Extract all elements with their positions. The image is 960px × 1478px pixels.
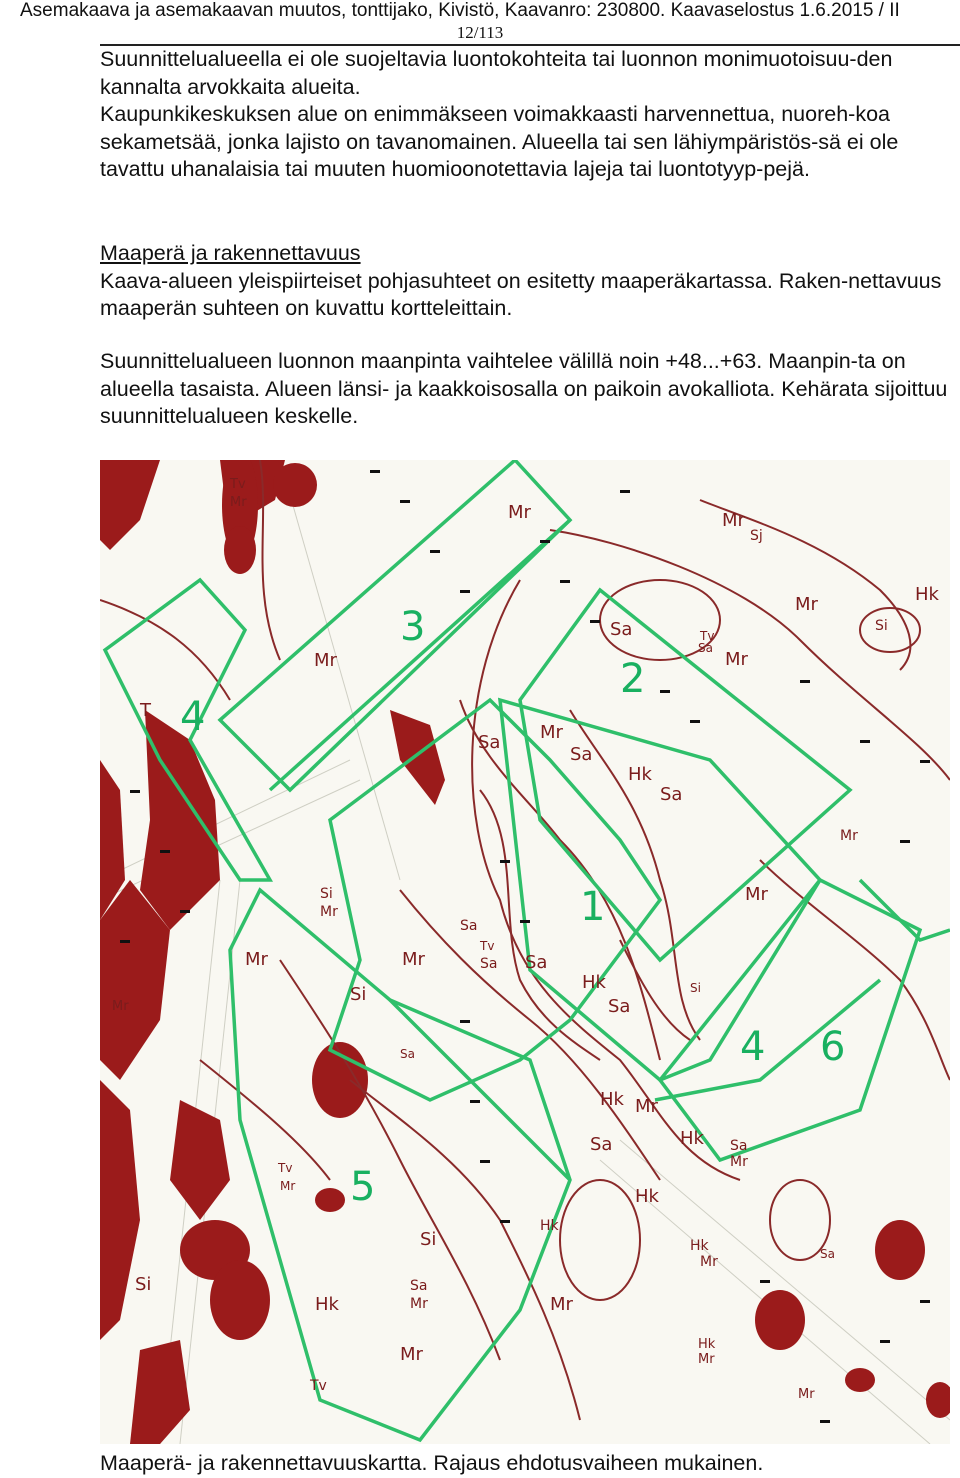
soil-label: Hk <box>915 584 939 605</box>
soil-label: Mr <box>635 1096 658 1117</box>
soil-label: Sa <box>590 1134 613 1155</box>
area-number-1: 1 <box>580 884 606 930</box>
soil-label: Mr <box>840 828 858 844</box>
soil-label: Mr <box>725 649 748 670</box>
paragraph-terrain: Suunnittelualueen luonnon maanpinta vaihtelee välillä noin +48...+63. Maanpin-ta on alueella tasaista. Alueen länsi- ja kaakkoisosalla on paikoin avokalliota. Kehärata sijoittuu suunnittelualueen keskelle. <box>100 349 948 428</box>
soil-label: Sa <box>698 641 713 655</box>
soil-label: Si <box>350 984 367 1005</box>
soil-label: Sa <box>480 956 498 972</box>
soil-map-drawing <box>100 460 950 1444</box>
soil-label: Tv <box>700 629 715 643</box>
soil-label: Sa <box>570 744 593 765</box>
soil-label: Sj <box>750 528 763 544</box>
soil-label: Tv <box>310 1378 327 1394</box>
soil-label: Mr <box>798 1387 815 1402</box>
area-number-4-west: 4 <box>180 694 206 740</box>
soil-label: Si <box>135 1274 152 1295</box>
section-heading[interactable]: Maaperä ja rakennettavuus <box>100 241 361 265</box>
soil-label: Mr <box>400 1344 423 1365</box>
soil-label: T <box>140 700 151 721</box>
soil-label: Mr <box>508 502 531 523</box>
page-header <box>0 0 960 46</box>
soil-label: Si <box>320 886 333 902</box>
soil-label: Hk <box>698 1337 716 1352</box>
section-text: Kaava-alueen yleispiirteiset pohjasuhteet on esitetty maaperäkartassa. Raken-nettavuus maaperän suhteen on kuvattu kortteleittain. <box>100 268 942 320</box>
soil-label: Sa <box>610 619 633 640</box>
soil-label: Hk <box>628 764 652 785</box>
area-number-6: 6 <box>820 1024 846 1070</box>
soil-label: Mr <box>550 1294 573 1315</box>
soil-label: Mr <box>280 1179 296 1193</box>
paragraph-vegetation: Kaupunkikeskuksen alue on enimmäkseen voimakkaasti harvennettua, nuoreh-koa sekametsää, jonka lajisto on tavanomainen. Alueella tai sen lähiympäristös-sä ei ole tavattu uhanalaisia tai muuten huomioonotettavia lajeja tai luontotyyp-pejä. <box>100 102 899 181</box>
soil-label: Si <box>420 1229 437 1250</box>
soil-label: Si <box>875 618 888 634</box>
soil-label: Mr <box>698 1352 715 1367</box>
soil-label: Mr <box>410 1296 428 1312</box>
soil-label: Hk <box>315 1294 339 1315</box>
soil-label: Sa <box>660 784 683 805</box>
area-number-3: 3 <box>400 604 426 650</box>
soil-label: Hk <box>582 972 606 993</box>
area-number-4-east: 4 <box>740 1024 766 1070</box>
soil-label: Sa <box>460 918 478 934</box>
soil-label: Sa <box>478 732 501 753</box>
soil-label: Hk <box>680 1128 704 1149</box>
soil-label: Mr <box>722 510 745 531</box>
soil-label: Si <box>690 981 701 995</box>
soil-label: Sa <box>525 952 548 973</box>
soil-label: Sa <box>400 1047 415 1061</box>
soil-label: Hk <box>540 1218 559 1234</box>
soil-label: Mr <box>402 949 425 970</box>
soil-label: Hk <box>690 1238 709 1254</box>
soil-label: Mr <box>245 949 268 970</box>
soil-label: Hk <box>600 1089 624 1110</box>
soil-label: Hk <box>635 1186 659 1207</box>
area-number-2: 2 <box>620 656 646 702</box>
soil-label: Mr <box>540 722 563 743</box>
soil-label: Sa <box>820 1247 835 1261</box>
soil-label: Mr <box>112 999 129 1014</box>
soil-label: Sa <box>410 1278 428 1294</box>
soil-label: Mr <box>230 495 247 510</box>
soil-label: Mr <box>730 1154 748 1170</box>
soil-label: Mr <box>700 1254 718 1270</box>
soil-label: Tv <box>480 939 495 953</box>
area-number-5: 5 <box>350 1164 376 1210</box>
soil-label: Mr <box>314 650 337 671</box>
soil-label: Tv <box>230 477 246 492</box>
soil-label: Sa <box>608 996 631 1017</box>
map-caption: Maaperä- ja rakennettavuuskartta. Rajaus ehdotusvaiheen mukainen. <box>100 1451 764 1475</box>
soil-label: Tv <box>278 1161 293 1175</box>
header-title: Asemakaava ja asemakaavan muutos, tonttijako, Kivistö, Kaavanro: 230800. Kaavaselostus 1.6.2015 / II <box>20 0 900 21</box>
page-number: 12/113 <box>456 23 504 42</box>
soil-label: Sa <box>730 1138 748 1154</box>
soil-label: Mr <box>795 594 818 615</box>
soil-section <box>100 240 960 323</box>
intro-paragraphs <box>100 46 960 184</box>
soil-label: Mr <box>745 884 768 905</box>
soil-label: Mr <box>320 904 338 920</box>
soil-map <box>100 460 950 1444</box>
paragraph-protection: Suunnittelualueella ei ole suojeltavia luontokohteita tai luonnon monimuotoisuu-den kannalta arvokkaita alueita. <box>100 47 893 99</box>
